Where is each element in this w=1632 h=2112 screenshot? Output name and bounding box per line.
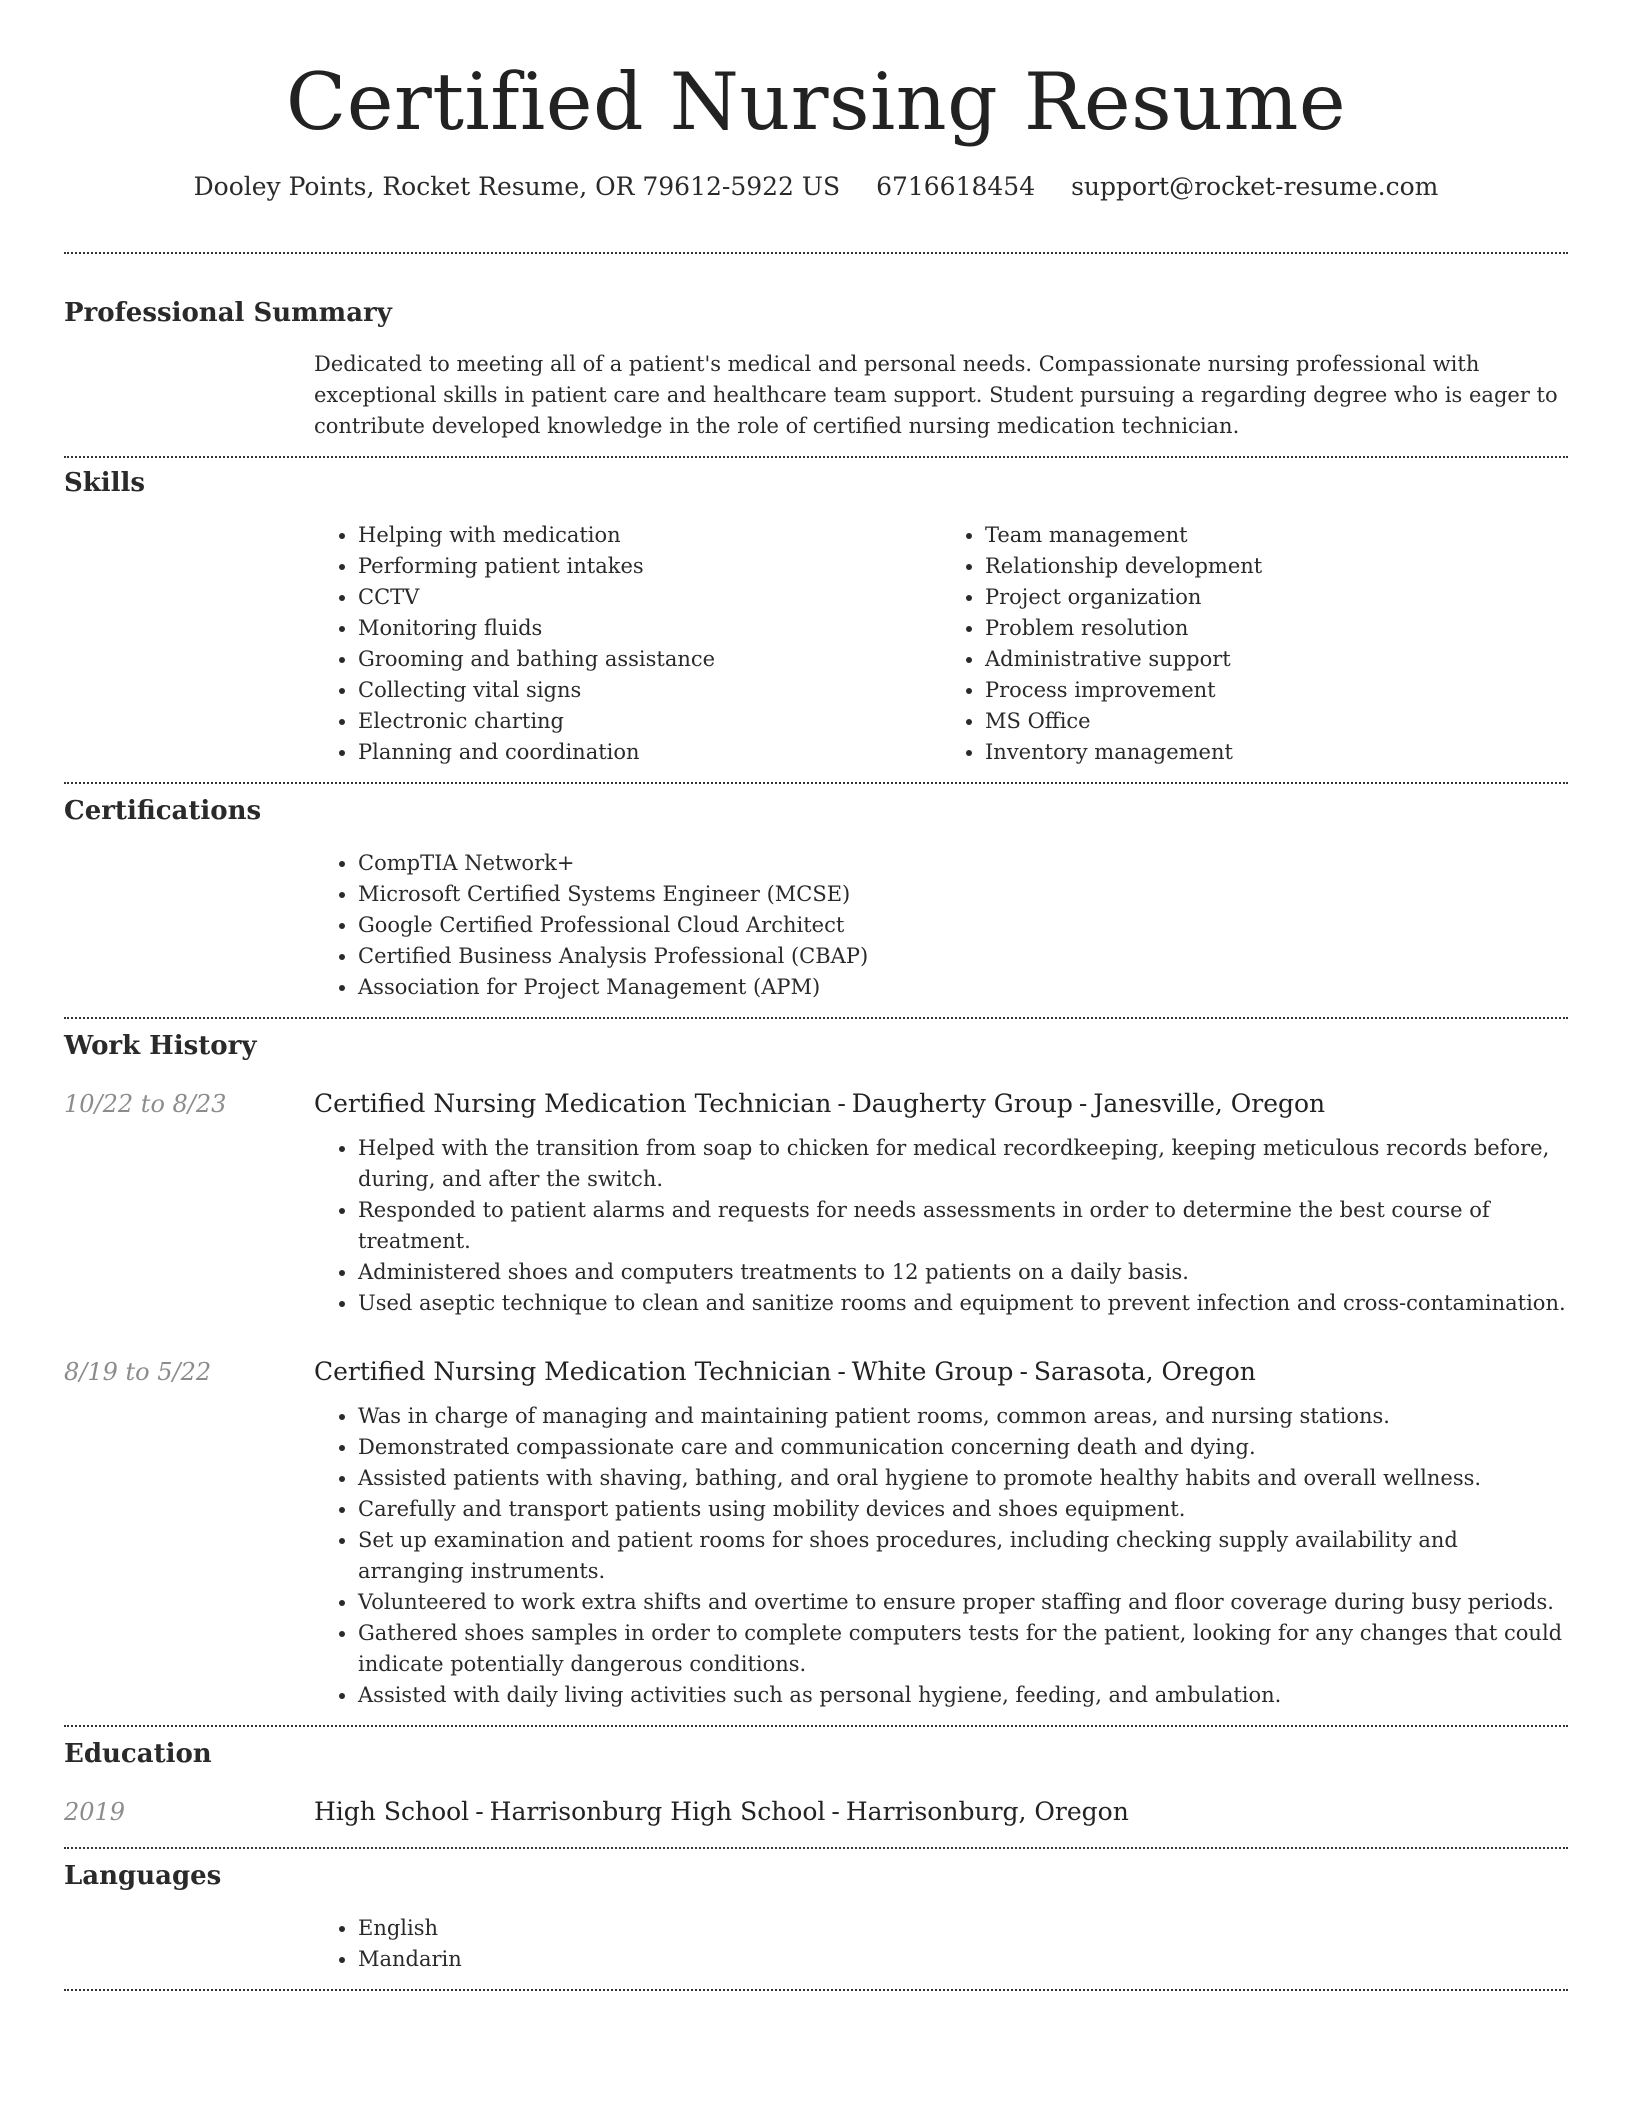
list-item: • Gathered shoes samples in order to complete computers tests for the patient, looking for any changes that could indicate potentially dangerous conditions.	[358, 1618, 1568, 1680]
list-item: • Assisted with daily living activities such as personal hygiene, feeding, and ambulation.	[358, 1680, 1568, 1711]
job-header	[64, 1087, 1568, 1121]
education-school: Harrisonburg High School	[489, 1797, 826, 1826]
list-item: • Carefully and transport patients using mobility devices and shoes equipment.	[358, 1494, 1568, 1525]
education-title	[314, 1795, 1129, 1829]
title-separator: -	[1019, 1357, 1028, 1386]
job-role: Certified Nursing Medication Technician	[314, 1357, 832, 1386]
contact-line	[64, 170, 1568, 204]
list-item: • Collecting vital signs	[358, 675, 941, 706]
list-item: • Demonstrated compassionate care and communication concerning death and dying.	[358, 1432, 1568, 1463]
job-location: Sarasota, Oregon	[1033, 1357, 1256, 1386]
languages-list-wrap	[314, 1913, 1568, 1975]
list-item: • Volunteered to work extra shifts and overtime to ensure proper staffing and floor coverage during busy periods.	[358, 1587, 1568, 1618]
list-item: • Was in charge of managing and maintaining patient rooms, common areas, and nursing stations.	[358, 1401, 1568, 1432]
skills-heading: Skills	[64, 468, 146, 498]
list-item: • Monitoring fluids	[358, 613, 941, 644]
job-bullets-wrap	[314, 1133, 1568, 1319]
job-header	[64, 1355, 1568, 1389]
list-item: • Administered shoes and computers treatments to 12 patients on a daily basis.	[358, 1257, 1568, 1288]
list-item: • Assisted patients with shaving, bathing, and oral hygiene to promote healthy habits and overall wellness.	[358, 1463, 1568, 1494]
list-item: • Mandarin	[358, 1944, 1568, 1975]
certifications-list	[314, 848, 1568, 1003]
job-bullets	[314, 1401, 1568, 1711]
list-item: • Used aseptic technique to clean and sanitize rooms and equipment to prevent infection and cross-contamination.	[358, 1288, 1568, 1319]
education-degree: High School	[314, 1797, 470, 1826]
skills-list-right	[941, 520, 1568, 768]
summary-section	[64, 254, 1568, 456]
job-company: White Group	[851, 1357, 1014, 1386]
list-item: • Problem resolution	[985, 613, 1568, 644]
summary-text: Dedicated to meeting all of a patient's medical and personal needs. Compassionate nursing professional with exceptional skills in patient care and healthcare team support. Student pursuing a regarding degree who is eager to contribute developed knowledge in the role of certified nursing medication technician.	[314, 352, 1558, 438]
list-item: • Planning and coordination	[358, 737, 941, 768]
skills-list-left	[314, 520, 941, 768]
list-item: • Administrative support	[985, 644, 1568, 675]
skills-section	[64, 458, 1568, 782]
list-item: • Helping with medication	[358, 520, 941, 551]
education-year: 2019	[64, 1798, 126, 1826]
list-item: • MS Office	[985, 706, 1568, 737]
list-item: • Relationship development	[985, 551, 1568, 582]
list-item: • Performing patient intakes	[358, 551, 941, 582]
job-entry	[64, 1355, 1568, 1711]
title-separator: -	[831, 1797, 840, 1826]
certifications-section	[64, 784, 1568, 1017]
job-dates: 8/19 to 5/22	[64, 1358, 212, 1386]
certifications-heading: Certifications	[64, 796, 262, 826]
job-title	[314, 1087, 1325, 1121]
resume-header	[64, 0, 1568, 204]
languages-section	[64, 1849, 1568, 1989]
job-entry	[64, 1087, 1568, 1319]
job-bullets	[314, 1133, 1568, 1319]
work-history-section	[64, 1019, 1568, 1725]
list-item: • Microsoft Certified Systems Engineer (MCSE)	[358, 879, 1568, 910]
title-separator: -	[837, 1089, 846, 1118]
skills-columns	[314, 520, 1568, 768]
job-location: Janesville, Oregon	[1093, 1089, 1326, 1118]
education-entry	[64, 1795, 1568, 1829]
languages-list	[314, 1913, 1568, 1975]
list-item: • Project organization	[985, 582, 1568, 613]
job-role: Certified Nursing Medication Technician	[314, 1089, 832, 1118]
list-item: • English	[358, 1913, 1568, 1944]
list-item: • CCTV	[358, 582, 941, 613]
list-item: • CompTIA Network+	[358, 848, 1568, 879]
certifications-list-wrap	[314, 848, 1568, 1003]
list-item: • Set up examination and patient rooms for shoes procedures, including checking supply availability and arranging instruments.	[358, 1525, 1568, 1587]
list-item: • Team management	[985, 520, 1568, 551]
contact-email: support@rocket-resume.com	[1071, 172, 1439, 201]
education-section	[64, 1727, 1568, 1847]
job-dates: 10/22 to 8/23	[64, 1090, 227, 1118]
list-item: • Responded to patient alarms and requests for needs assessments in order to determine the best course of treatment.	[358, 1195, 1568, 1257]
work-history-heading: Work History	[64, 1031, 257, 1061]
job-company: Daugherty Group	[851, 1089, 1073, 1118]
title-separator: -	[837, 1357, 846, 1386]
list-item: • Google Certified Professional Cloud Architect	[358, 910, 1568, 941]
education-heading: Education	[64, 1739, 212, 1769]
list-item: • Electronic charting	[358, 706, 941, 737]
list-item: • Inventory management	[985, 737, 1568, 768]
list-item: • Helped with the transition from soap to chicken for medical recordkeeping, keeping meticulous records before, during, and after the switch.	[358, 1133, 1568, 1195]
job-title	[314, 1355, 1256, 1389]
section-divider	[64, 1989, 1568, 1991]
contact-address: Dooley Points, Rocket Resume, OR 79612-5922 US	[193, 172, 841, 201]
list-item: • Association for Project Management (APM)	[358, 972, 1568, 1003]
summary-heading: Professional Summary	[64, 298, 392, 328]
contact-phone: 6716618454	[876, 172, 1036, 201]
education-location: Harrisonburg, Oregon	[845, 1797, 1129, 1826]
resume-title: Certified Nursing Resume	[285, 56, 1347, 148]
list-item: • Process improvement	[985, 675, 1568, 706]
languages-heading: Languages	[64, 1861, 222, 1891]
list-item: • Grooming and bathing assistance	[358, 644, 941, 675]
title-separator: -	[475, 1797, 484, 1826]
title-separator: -	[1078, 1089, 1088, 1118]
job-bullets-wrap	[314, 1401, 1568, 1711]
list-item: • Certified Business Analysis Professional (CBAP)	[358, 941, 1568, 972]
